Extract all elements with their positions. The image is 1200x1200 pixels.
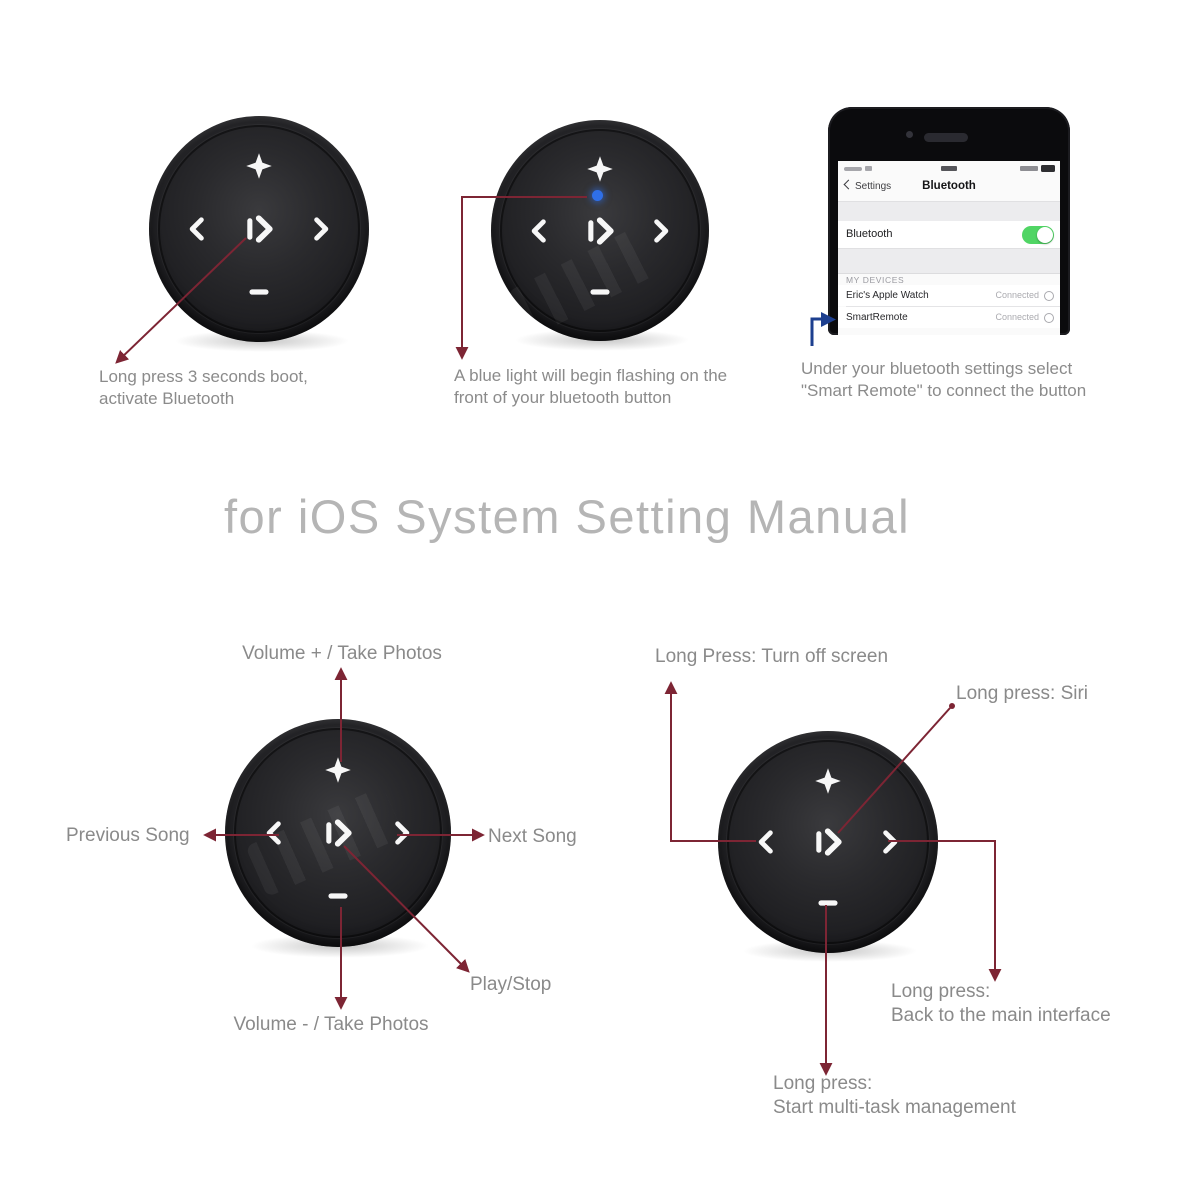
speaker-slot — [924, 133, 968, 142]
device-name: Eric's Apple Watch — [846, 290, 929, 301]
section-header: MY DEVICES — [846, 275, 905, 285]
plus-icon — [323, 755, 353, 785]
screen-title: Bluetooth — [922, 180, 976, 192]
step2-caption: A blue light will begin flashing on the front of your bluetooth button — [454, 366, 728, 407]
info-icon — [1044, 291, 1054, 301]
chevron-left-icon — [185, 216, 212, 243]
remote-button-step1 — [149, 116, 369, 342]
camera-icon — [906, 131, 913, 138]
chevron-right-icon — [647, 217, 674, 244]
table-gap — [838, 248, 1060, 274]
label-next-song: Next Song — [488, 826, 577, 847]
label-volume-down: Volume - / Take Photos — [233, 1014, 429, 1035]
status-time — [941, 166, 957, 171]
play-pause-icon — [241, 211, 277, 247]
minus-icon — [815, 890, 842, 917]
chevron-right-icon — [306, 216, 333, 243]
device-status: Connected — [995, 312, 1039, 322]
iphone — [828, 107, 1070, 335]
label-back-to-main: Long press: Back to the main interface — [891, 981, 1111, 1026]
wifi-icon — [865, 166, 872, 171]
table-gap — [838, 201, 1060, 223]
chevron-left-icon — [754, 829, 781, 856]
label-volume-up: Volume + / Take Photos — [242, 643, 442, 664]
plus-icon — [585, 154, 615, 184]
bluetooth-toggle-row — [838, 221, 1060, 249]
line-siri-dot — [949, 703, 955, 709]
toggle-knob — [1037, 227, 1053, 243]
page-title: for iOS System Setting Manual — [223, 490, 911, 543]
device-row — [838, 285, 1060, 306]
minus-icon — [246, 278, 273, 305]
device-status: Connected — [995, 290, 1039, 300]
battery-percent — [1020, 166, 1038, 171]
play-pause-icon — [320, 815, 356, 851]
play-pause-icon — [810, 824, 846, 860]
device-row — [838, 307, 1060, 328]
minus-icon — [325, 883, 352, 910]
bluetooth-label: Bluetooth — [846, 228, 893, 240]
chevron-left-icon — [526, 217, 553, 244]
remote-button-longpress-diagram — [718, 731, 938, 953]
step3-caption: Under your bluetooth settings select "Smart Remote" to connect the button — [801, 359, 1087, 400]
blue-light-indicator — [592, 190, 603, 201]
back-label: Settings — [855, 181, 892, 192]
bluetooth-toggle — [1022, 226, 1054, 244]
remote-button-media-diagram — [225, 719, 451, 947]
plus-icon — [244, 151, 274, 181]
minus-icon — [587, 278, 614, 305]
label-multitask: Long press: Start multi-task management — [773, 1073, 1016, 1118]
device-name: SmartRemote — [846, 312, 908, 323]
chevron-left-icon — [262, 820, 289, 847]
signal-icon — [844, 167, 862, 171]
info-icon — [1044, 313, 1054, 323]
battery-icon — [1041, 165, 1055, 172]
remote-button-step2 — [491, 120, 709, 341]
plus-icon — [813, 766, 843, 796]
label-turn-off-screen: Long Press: Turn off screen — [655, 646, 889, 667]
play-pause-icon — [582, 213, 618, 249]
chevron-right-icon — [387, 820, 414, 847]
label-siri: Long press: Siri — [956, 683, 1089, 704]
label-play-stop: Play/Stop — [470, 974, 552, 995]
label-previous-song: Previous Song — [66, 825, 190, 846]
step1-caption: Long press 3 seconds boot, activate Bluetooth — [99, 367, 308, 408]
iphone-screen — [838, 161, 1060, 335]
chevron-right-icon — [875, 829, 902, 856]
